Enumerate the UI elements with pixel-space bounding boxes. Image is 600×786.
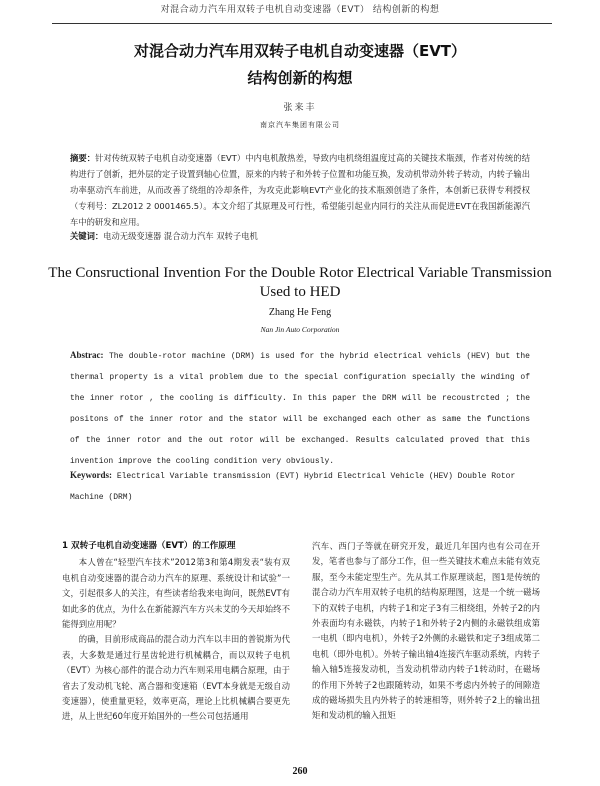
header-rule	[52, 23, 552, 24]
affiliation-en: Nan Jin Auto Corporation	[260, 325, 340, 334]
page-number: 260	[292, 766, 308, 777]
keywords-en-text: Electrical Variable transmission (EVT) Hybrid Electrical Vehicle (HEV) Double Rotor Machine (DRM)	[70, 472, 516, 502]
keywords-cn	[70, 230, 530, 242]
keywords-en-label: Keywords:	[70, 470, 112, 480]
title-en: The Consructional Invention For the Double Rotor Electrical Variable Transmission Used to HED	[48, 265, 552, 300]
body-paragraph: 的确，目前形成商品的混合动力汽车以丰田的普锐斯为代表，大多数是通过行星齿轮进行机械耦合，而以双转子电机（EVT）为核心部件的混合动力汽车则采用电耦合原理，由于省去了发动机飞轮、离合器和变速箱（EVT本身就是无级自动变速器），使重量更轻，效率更高，理论上比机械耦合要更先进，从上世纪60年度开始国外的一些公司包括通用	[62, 634, 290, 722]
abstract-cn-text: 针对传统双转子电机自动变速器（EVT）中内电机散热差，导致内电机绕组温度过高的关键技术瓶颈，作者对传统的结构进行了创新，把外层的定子设置到轴心位置，原来的内转子和外转子位置和功能互换，发动机带动外转子转动，内转子输出功率驱动汽车前进，从而改善了绕组的冷却条件，为攻克此影响EVT产业化的技术瓶颈创造了条件，本创新已获得专利授权（专利号：ZL2012 2 0001465.5）。本文介绍了其原理及可行性，希望能引起业内同行的关注从而促进EVT在我国新能源汽车中的研发和应用。	[70, 153, 530, 227]
keywords-cn-text: 电动无级变速器 混合动力汽车 双转子电机	[103, 231, 258, 241]
body-column-right	[312, 539, 540, 724]
title-cn-line2: 结构创新的构想	[247, 69, 353, 87]
abstract-cn	[70, 150, 530, 230]
abstract-en	[70, 345, 530, 472]
body-paragraph-continued: 汽车、西门子等就在研究开发，最近几年国内也有公司在开发，笔者也参与了部分工作，但一些关键技术难点未能有效克服，至今未能定型生产。先从其工作原理谈起，图1是传统的混合动力汽车用双转子电机的结构原理图，这是一个统一磁场下的双转子电机，内转子1和定子3有三相绕组，外转子2的内外表面均有永磁铁，内转子1和外转子2内侧的永磁铁组成第一电机（即内电机），外转子2外侧的永磁铁和定子3组成第二电机（即外电机）。外转子输出轴4连接汽车驱动系统，内转子输入轴5连接发动机，当发动机带动内转子1转动时，在磁场的作用下外转子2也跟随转动，如果不考虑内外转子的间隙造成的磁场损失且内外转子的转速相等，则外转子2上的输出扭矩和发动机的输入扭矩	[312, 541, 540, 721]
keywords-en	[70, 465, 530, 508]
running-head: 对混合动力汽车用双转子电机自动变速器（EVT） 结构创新的构想	[160, 5, 440, 15]
section-heading: 1 双转子电机自动变速器（EVT）的工作原理	[62, 541, 236, 551]
affiliation-cn: 南京汽车集团有限公司	[260, 121, 340, 129]
author-cn: 张来丰	[283, 103, 317, 113]
abstract-cn-label: 摘要：	[70, 153, 96, 163]
body-paragraph: 本人曾在“轻型汽车技术”2012第3和第4期发表“装有双电机自动变速器的混合动力汽车的原理、系统设计和试验”一文，引起很多人的关注，有些读者给我来电询问，既然EVT有如此多的优点，为什么在新能源汽车方兴未艾的今天却始终不能得到应用呢？	[62, 557, 290, 630]
abstract-en-text: The double-rotor machine (DRM) is used for the hybrid electrical vehicls (HEV) but the thermal property is a vital problem due to the special configuration specially the winding of the inner rotor , the cooling is difficulty. In this paper the DRM will be recoustrcted ; the positons of the inner rotor and the stator will be exchanged each other as same the functions of the inner rotor and the out rotor will be exchanged. Results calculated proved that this invention improve the cooling condition very obviously.	[70, 352, 530, 466]
author-en: Zhang He Feng	[268, 307, 332, 318]
abstract-en-label: Abstrac:	[70, 350, 104, 360]
body-column-left	[62, 539, 290, 725]
keywords-cn-label: 关键词：	[70, 231, 104, 241]
title-cn-line1: 对混合动力汽车用双转子电机自动变速器（EVT）	[133, 42, 467, 60]
